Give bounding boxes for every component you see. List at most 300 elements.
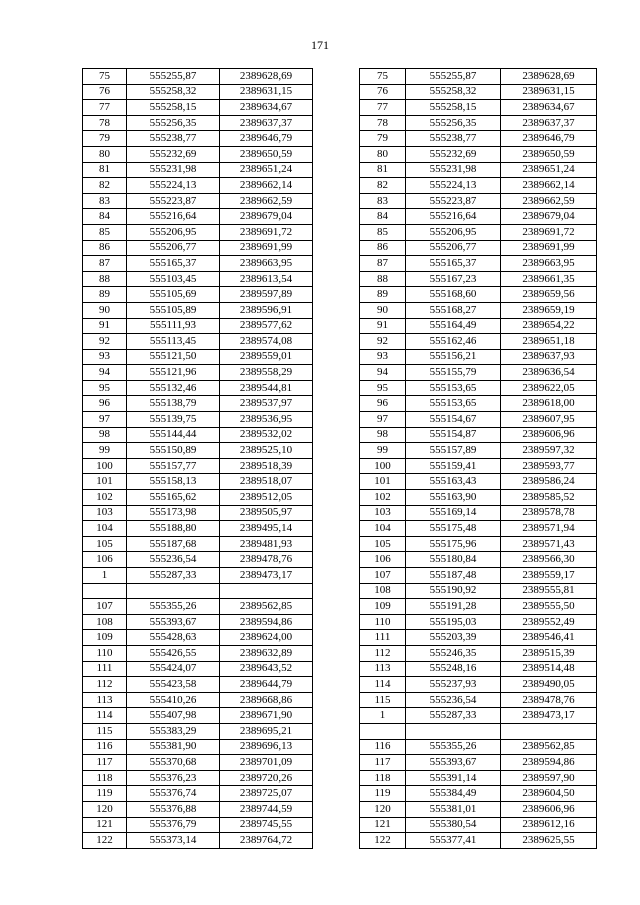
point-number-cell: 106 [83, 552, 127, 568]
point-number-cell: 120 [83, 801, 127, 817]
point-number-cell: 121 [83, 817, 127, 833]
point-number-cell: 117 [83, 755, 127, 771]
table-row [360, 224, 597, 240]
x-coordinate-cell: 555256,35 [127, 115, 220, 131]
y-coordinate-cell: 2389604,50 [501, 786, 597, 802]
point-number-cell: 86 [360, 240, 406, 256]
x-coordinate-cell [406, 723, 501, 739]
point-number-cell: 94 [360, 365, 406, 381]
y-coordinate-cell: 2389637,37 [501, 115, 597, 131]
y-coordinate-cell: 2389555,50 [501, 599, 597, 615]
y-coordinate-cell: 2389525,10 [220, 443, 313, 459]
y-coordinate-cell: 2389607,95 [501, 412, 597, 428]
table-row [360, 131, 597, 147]
y-coordinate-cell: 2389663,95 [220, 256, 313, 272]
point-number-cell: 103 [83, 505, 127, 521]
point-number-cell: 114 [83, 708, 127, 724]
x-coordinate-cell: 555258,32 [127, 84, 220, 100]
x-coordinate-cell: 555383,29 [127, 723, 220, 739]
x-coordinate-cell: 555132,46 [127, 380, 220, 396]
x-coordinate-cell: 555377,41 [406, 833, 501, 849]
point-number-cell: 91 [360, 318, 406, 334]
table-row [360, 583, 597, 599]
x-coordinate-cell: 555162,46 [406, 334, 501, 350]
table-row [360, 474, 597, 490]
table-row [360, 146, 597, 162]
y-coordinate-cell: 2389654,22 [501, 318, 597, 334]
x-coordinate-cell: 555144,44 [127, 427, 220, 443]
table-row [360, 302, 597, 318]
y-coordinate-cell: 2389637,37 [220, 115, 313, 131]
point-number-cell: 84 [83, 209, 127, 225]
x-coordinate-cell: 555393,67 [406, 755, 501, 771]
y-coordinate-cell: 2389764,72 [220, 833, 313, 849]
y-coordinate-cell: 2389596,91 [220, 302, 313, 318]
point-number-cell: 99 [360, 443, 406, 459]
point-number-cell: 122 [360, 833, 406, 849]
coordinates-table-left [82, 68, 313, 849]
x-coordinate-cell: 555113,45 [127, 334, 220, 350]
point-number-cell: 108 [83, 614, 127, 630]
y-coordinate-cell: 2389514,48 [501, 661, 597, 677]
y-coordinate-cell: 2389558,29 [220, 365, 313, 381]
point-number-cell: 116 [360, 739, 406, 755]
x-coordinate-cell: 555105,69 [127, 287, 220, 303]
point-number-cell: 76 [360, 84, 406, 100]
table-row [83, 271, 313, 287]
table-row [360, 396, 597, 412]
table-row [83, 302, 313, 318]
y-coordinate-cell [220, 583, 313, 599]
x-coordinate-cell: 555224,13 [406, 178, 501, 194]
point-number-cell: 81 [360, 162, 406, 178]
table-row [83, 396, 313, 412]
table-row [360, 490, 597, 506]
table-row [360, 677, 597, 693]
table-row [360, 178, 597, 194]
table-row [360, 645, 597, 661]
point-number-cell: 107 [360, 568, 406, 584]
y-coordinate-cell [501, 723, 597, 739]
point-number-cell: 115 [83, 723, 127, 739]
y-coordinate-cell: 2389744,59 [220, 801, 313, 817]
x-coordinate-cell: 555105,89 [127, 302, 220, 318]
y-coordinate-cell: 2389651,24 [220, 162, 313, 178]
point-number-cell: 93 [83, 349, 127, 365]
point-number-cell: 118 [360, 770, 406, 786]
table-row [360, 427, 597, 443]
point-number-cell: 96 [83, 396, 127, 412]
y-coordinate-cell: 2389691,72 [501, 224, 597, 240]
y-coordinate-cell: 2389478,76 [220, 552, 313, 568]
table-row [83, 770, 313, 786]
x-coordinate-cell: 555121,96 [127, 365, 220, 381]
y-coordinate-cell: 2389624,00 [220, 630, 313, 646]
x-coordinate-cell: 555163,43 [406, 474, 501, 490]
x-coordinate-cell: 555231,98 [406, 162, 501, 178]
x-coordinate-cell: 555155,79 [406, 365, 501, 381]
table-row [83, 224, 313, 240]
point-number-cell: 110 [360, 614, 406, 630]
point-number-cell [360, 723, 406, 739]
table-row [360, 755, 597, 771]
table-row [83, 723, 313, 739]
x-coordinate-cell: 555169,14 [406, 505, 501, 521]
point-number-cell: 117 [360, 755, 406, 771]
y-coordinate-cell: 2389559,01 [220, 349, 313, 365]
table-row [83, 178, 313, 194]
x-coordinate-cell: 555206,77 [406, 240, 501, 256]
y-coordinate-cell: 2389636,54 [501, 365, 597, 381]
x-coordinate-cell [127, 583, 220, 599]
x-coordinate-cell: 555287,33 [127, 568, 220, 584]
point-number-cell: 88 [83, 271, 127, 287]
x-coordinate-cell: 555173,98 [127, 505, 220, 521]
y-coordinate-cell: 2389634,67 [501, 100, 597, 116]
point-number-cell: 1 [83, 568, 127, 584]
table-row [83, 318, 313, 334]
point-number-cell: 83 [360, 193, 406, 209]
coordinates-table-left-body [83, 69, 313, 849]
point-number-cell: 97 [83, 412, 127, 428]
point-number-cell: 104 [360, 521, 406, 537]
x-coordinate-cell: 555203,39 [406, 630, 501, 646]
y-coordinate-cell: 2389720,26 [220, 770, 313, 786]
y-coordinate-cell: 2389651,18 [501, 334, 597, 350]
table-row [360, 801, 597, 817]
y-coordinate-cell: 2389634,67 [220, 100, 313, 116]
x-coordinate-cell: 555167,23 [406, 271, 501, 287]
y-coordinate-cell: 2389632,89 [220, 645, 313, 661]
point-number-cell: 111 [360, 630, 406, 646]
y-coordinate-cell: 2389612,16 [501, 817, 597, 833]
x-coordinate-cell: 555195,03 [406, 614, 501, 630]
point-number-cell: 122 [83, 833, 127, 849]
point-number-cell: 107 [83, 599, 127, 615]
point-number-cell: 81 [83, 162, 127, 178]
point-number-cell: 78 [360, 115, 406, 131]
x-coordinate-cell: 555153,65 [406, 380, 501, 396]
x-coordinate-cell: 555380,54 [406, 817, 501, 833]
y-coordinate-cell: 2389646,79 [220, 131, 313, 147]
y-coordinate-cell: 2389544,81 [220, 380, 313, 396]
y-coordinate-cell: 2389679,04 [220, 209, 313, 225]
table-row [83, 349, 313, 365]
point-number-cell: 82 [360, 178, 406, 194]
point-number-cell: 103 [360, 505, 406, 521]
y-coordinate-cell: 2389628,69 [220, 69, 313, 85]
table-row [360, 69, 597, 85]
y-coordinate-cell: 2389594,86 [501, 755, 597, 771]
coordinates-table-right-body [360, 69, 597, 849]
table-row [360, 115, 597, 131]
point-number-cell: 102 [83, 490, 127, 506]
point-number-cell: 97 [360, 412, 406, 428]
table-row [360, 209, 597, 225]
coordinates-table-right [359, 68, 597, 849]
y-coordinate-cell: 2389650,59 [501, 146, 597, 162]
y-coordinate-cell: 2389597,89 [220, 287, 313, 303]
x-coordinate-cell: 555180,84 [406, 552, 501, 568]
point-number-cell [83, 583, 127, 599]
x-coordinate-cell: 555256,35 [406, 115, 501, 131]
x-coordinate-cell: 555232,69 [406, 146, 501, 162]
y-coordinate-cell: 2389644,79 [220, 677, 313, 693]
table-row [360, 271, 597, 287]
y-coordinate-cell: 2389594,86 [220, 614, 313, 630]
table-row [360, 599, 597, 615]
y-coordinate-cell: 2389571,43 [501, 536, 597, 552]
point-number-cell: 111 [83, 661, 127, 677]
point-number-cell: 92 [83, 334, 127, 350]
point-number-cell: 110 [83, 645, 127, 661]
page-number: 171 [311, 38, 329, 52]
y-coordinate-cell: 2389562,85 [220, 599, 313, 615]
x-coordinate-cell: 555258,15 [406, 100, 501, 116]
table-row [360, 536, 597, 552]
x-coordinate-cell: 555223,87 [406, 193, 501, 209]
x-coordinate-cell: 555165,62 [127, 490, 220, 506]
point-number-cell: 98 [360, 427, 406, 443]
table-row [360, 661, 597, 677]
y-coordinate-cell: 2389606,96 [501, 801, 597, 817]
x-coordinate-cell: 555236,54 [127, 552, 220, 568]
point-number-cell: 100 [83, 458, 127, 474]
y-coordinate-cell: 2389574,08 [220, 334, 313, 350]
x-coordinate-cell: 555165,37 [127, 256, 220, 272]
table-row [360, 786, 597, 802]
y-coordinate-cell: 2389659,19 [501, 302, 597, 318]
point-number-cell: 1 [360, 708, 406, 724]
y-coordinate-cell: 2389646,79 [501, 131, 597, 147]
y-coordinate-cell: 2389695,21 [220, 723, 313, 739]
table-row [360, 162, 597, 178]
y-coordinate-cell: 2389622,05 [501, 380, 597, 396]
point-number-cell: 90 [83, 302, 127, 318]
point-number-cell: 75 [83, 69, 127, 85]
table-row [360, 770, 597, 786]
x-coordinate-cell: 555246,35 [406, 645, 501, 661]
y-coordinate-cell: 2389668,86 [220, 692, 313, 708]
x-coordinate-cell: 555376,88 [127, 801, 220, 817]
table-row [360, 739, 597, 755]
point-number-cell: 98 [83, 427, 127, 443]
y-coordinate-cell: 2389586,24 [501, 474, 597, 490]
table-row [360, 630, 597, 646]
x-coordinate-cell: 555393,67 [127, 614, 220, 630]
point-number-cell: 91 [83, 318, 127, 334]
table-row [83, 146, 313, 162]
y-coordinate-cell: 2389515,39 [501, 645, 597, 661]
table-row [83, 692, 313, 708]
y-coordinate-cell: 2389643,52 [220, 661, 313, 677]
point-number-cell: 104 [83, 521, 127, 537]
x-coordinate-cell: 555255,87 [406, 69, 501, 85]
point-number-cell: 87 [83, 256, 127, 272]
point-number-cell: 113 [83, 692, 127, 708]
y-coordinate-cell: 2389662,59 [220, 193, 313, 209]
point-number-cell: 109 [360, 599, 406, 615]
table-row [83, 490, 313, 506]
y-coordinate-cell: 2389618,00 [501, 396, 597, 412]
point-number-cell: 94 [83, 365, 127, 381]
x-coordinate-cell: 555238,77 [406, 131, 501, 147]
table-row [83, 536, 313, 552]
y-coordinate-cell: 2389518,07 [220, 474, 313, 490]
table-row [83, 645, 313, 661]
y-coordinate-cell: 2389745,55 [220, 817, 313, 833]
point-number-cell: 105 [360, 536, 406, 552]
y-coordinate-cell: 2389578,78 [501, 505, 597, 521]
table-row [360, 412, 597, 428]
point-number-cell: 109 [83, 630, 127, 646]
table-row [360, 100, 597, 116]
x-coordinate-cell: 555424,07 [127, 661, 220, 677]
table-row [360, 833, 597, 849]
x-coordinate-cell: 555258,15 [127, 100, 220, 116]
table-row [83, 100, 313, 116]
x-coordinate-cell: 555157,89 [406, 443, 501, 459]
x-coordinate-cell: 555376,79 [127, 817, 220, 833]
x-coordinate-cell: 555139,75 [127, 412, 220, 428]
y-coordinate-cell: 2389518,39 [220, 458, 313, 474]
table-row [83, 552, 313, 568]
point-number-cell: 89 [83, 287, 127, 303]
table-row [83, 817, 313, 833]
y-coordinate-cell: 2389691,99 [220, 240, 313, 256]
table-row [360, 521, 597, 537]
table-row [83, 131, 313, 147]
x-coordinate-cell: 555187,68 [127, 536, 220, 552]
x-coordinate-cell: 555156,21 [406, 349, 501, 365]
table-row [360, 349, 597, 365]
y-coordinate-cell: 2389696,13 [220, 739, 313, 755]
y-coordinate-cell: 2389725,07 [220, 786, 313, 802]
y-coordinate-cell: 2389679,04 [501, 209, 597, 225]
point-number-cell: 76 [83, 84, 127, 100]
point-number-cell: 112 [360, 645, 406, 661]
table-row [360, 287, 597, 303]
table-row [360, 193, 597, 209]
y-coordinate-cell: 2389631,15 [220, 84, 313, 100]
x-coordinate-cell: 555111,93 [127, 318, 220, 334]
table-row [83, 755, 313, 771]
y-coordinate-cell: 2389593,77 [501, 458, 597, 474]
x-coordinate-cell: 555355,26 [406, 739, 501, 755]
x-coordinate-cell: 555391,14 [406, 770, 501, 786]
point-number-cell: 105 [83, 536, 127, 552]
y-coordinate-cell: 2389661,35 [501, 271, 597, 287]
x-coordinate-cell: 555175,96 [406, 536, 501, 552]
y-coordinate-cell: 2389651,24 [501, 162, 597, 178]
x-coordinate-cell: 555150,89 [127, 443, 220, 459]
table-row [83, 505, 313, 521]
x-coordinate-cell: 555248,16 [406, 661, 501, 677]
y-coordinate-cell: 2389637,93 [501, 349, 597, 365]
table-row [83, 334, 313, 350]
y-coordinate-cell: 2389555,81 [501, 583, 597, 599]
y-coordinate-cell: 2389571,94 [501, 521, 597, 537]
table-row [83, 474, 313, 490]
table-row [360, 458, 597, 474]
x-coordinate-cell: 555381,01 [406, 801, 501, 817]
y-coordinate-cell: 2389671,90 [220, 708, 313, 724]
x-coordinate-cell: 555121,50 [127, 349, 220, 365]
table-row [83, 209, 313, 225]
y-coordinate-cell: 2389552,49 [501, 614, 597, 630]
x-coordinate-cell: 555407,98 [127, 708, 220, 724]
y-coordinate-cell: 2389631,15 [501, 84, 597, 100]
y-coordinate-cell: 2389481,93 [220, 536, 313, 552]
x-coordinate-cell: 555191,28 [406, 599, 501, 615]
table-row [360, 334, 597, 350]
table-row [83, 708, 313, 724]
point-number-cell: 106 [360, 552, 406, 568]
x-coordinate-cell: 555188,80 [127, 521, 220, 537]
point-number-cell: 79 [360, 131, 406, 147]
x-coordinate-cell: 555163,90 [406, 490, 501, 506]
x-coordinate-cell: 555237,93 [406, 677, 501, 693]
x-coordinate-cell: 555158,13 [127, 474, 220, 490]
x-coordinate-cell: 555381,90 [127, 739, 220, 755]
x-coordinate-cell: 555428,63 [127, 630, 220, 646]
table-row [360, 380, 597, 396]
point-number-cell: 88 [360, 271, 406, 287]
x-coordinate-cell: 555206,95 [127, 224, 220, 240]
table-row [83, 240, 313, 256]
y-coordinate-cell: 2389537,97 [220, 396, 313, 412]
table-row [83, 84, 313, 100]
y-coordinate-cell: 2389512,05 [220, 490, 313, 506]
y-coordinate-cell: 2389625,55 [501, 833, 597, 849]
x-coordinate-cell: 555168,27 [406, 302, 501, 318]
x-coordinate-cell: 555384,49 [406, 786, 501, 802]
y-coordinate-cell: 2389597,90 [501, 770, 597, 786]
point-number-cell: 95 [83, 380, 127, 396]
y-coordinate-cell: 2389532,02 [220, 427, 313, 443]
table-row [83, 614, 313, 630]
table-row [360, 443, 597, 459]
x-coordinate-cell: 555154,67 [406, 412, 501, 428]
y-coordinate-cell: 2389650,59 [220, 146, 313, 162]
point-number-cell: 78 [83, 115, 127, 131]
y-coordinate-cell: 2389562,85 [501, 739, 597, 755]
table-row [360, 723, 597, 739]
x-coordinate-cell: 555224,13 [127, 178, 220, 194]
point-number-cell: 89 [360, 287, 406, 303]
point-number-cell: 108 [360, 583, 406, 599]
y-coordinate-cell: 2389701,09 [220, 755, 313, 771]
point-number-cell: 85 [360, 224, 406, 240]
point-number-cell: 114 [360, 677, 406, 693]
x-coordinate-cell: 555157,77 [127, 458, 220, 474]
y-coordinate-cell: 2389566,30 [501, 552, 597, 568]
x-coordinate-cell: 555164,49 [406, 318, 501, 334]
x-coordinate-cell: 555206,77 [127, 240, 220, 256]
y-coordinate-cell: 2389473,17 [501, 708, 597, 724]
y-coordinate-cell: 2389691,99 [501, 240, 597, 256]
table-row [360, 568, 597, 584]
point-number-cell: 96 [360, 396, 406, 412]
point-number-cell: 92 [360, 334, 406, 350]
point-number-cell: 119 [360, 786, 406, 802]
table-row [83, 833, 313, 849]
point-number-cell: 77 [360, 100, 406, 116]
table-row [360, 505, 597, 521]
table-row [360, 708, 597, 724]
point-number-cell: 113 [360, 661, 406, 677]
point-number-cell: 87 [360, 256, 406, 272]
